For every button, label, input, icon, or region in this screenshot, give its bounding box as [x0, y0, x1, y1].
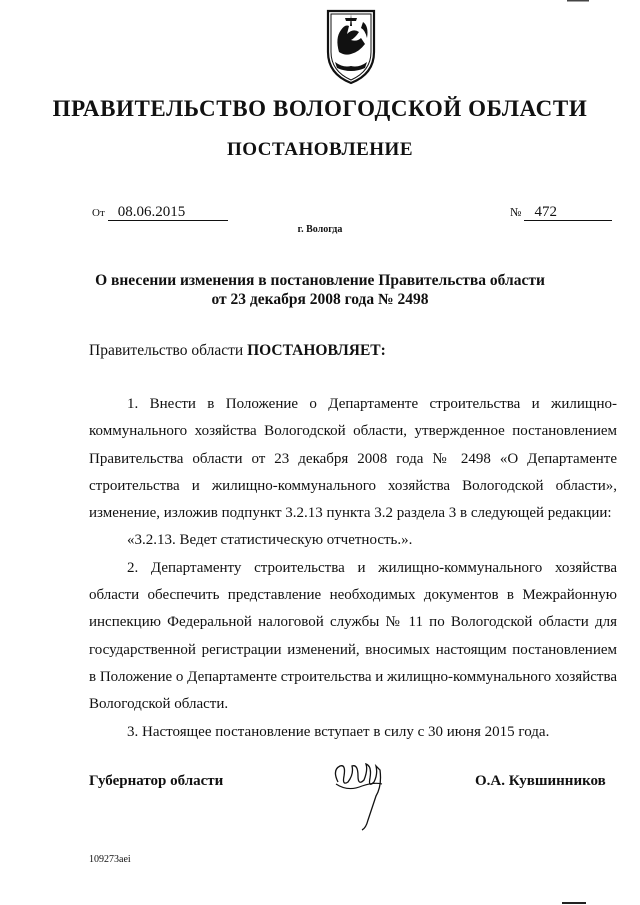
date-label: От	[92, 207, 105, 219]
preamble-bold: ПОСТАНОВЛЯЕТ:	[247, 342, 386, 359]
subject-line-2: от 23 декабря 2008 года № 2498	[211, 291, 429, 308]
paragraph-2: 2. Департаменту строительства и жилищно-коммунального хозяйства области обеспечить представление необходимых документов в Межрайонную инспекцию Федеральной налоговой службы № 11 по Вологодской области для государственной регистрации изменений, вносимых настоящим постановлением в Положение о Департаменте строительства и жилищно-коммунального хозяйства Вологодской области.	[89, 559, 617, 713]
preamble	[89, 342, 386, 360]
number-label: №	[510, 205, 522, 219]
number-field	[510, 204, 612, 221]
registration-number: 109273aei	[89, 854, 131, 865]
number-value: 472	[524, 204, 612, 221]
document-subject	[0, 271, 640, 309]
government-title: ПРАВИТЕЛЬСТВО ВОЛОГОДСКОЙ ОБЛАСТИ	[52, 96, 588, 121]
coat-of-arms-emblem	[325, 8, 377, 86]
paragraph-quote: «3.2.13. Ведет статистическую отчетность.».	[127, 532, 413, 549]
document-body	[89, 391, 617, 746]
subject-line-1: О внесении изменения в постановление Правительства области	[95, 272, 545, 289]
scan-edge-mark-top	[567, 0, 589, 3]
signer-position: Губернатор области	[89, 773, 224, 789]
preamble-text: Правительство области	[89, 342, 248, 359]
date-field	[92, 204, 228, 221]
city-label: г. Вологда	[297, 224, 343, 235]
date-value: 08.06.2015	[108, 204, 228, 221]
paragraph-1: 1. Внести в Положение о Департаменте строительства и жилищно-коммунального хозяйства Вологодской области, утвержденное постановлением Правительства области от 23 декабря 2008 года № 2498 «О Департаменте строительства и жилищно-коммунального хозяйства Вологодской области», изменение, изложив подпункт 3.2.13 пункта 3.2 раздела 3 в следующей редакции:	[89, 396, 617, 522]
document-type: ПОСТАНОВЛЕНИЕ	[226, 139, 414, 160]
handwritten-signature	[328, 752, 388, 832]
signer-name: О.А. Кувшинников	[475, 773, 606, 789]
paragraph-3: 3. Настоящее постановление вступает в силу с 30 июня 2015 года.	[127, 723, 550, 740]
